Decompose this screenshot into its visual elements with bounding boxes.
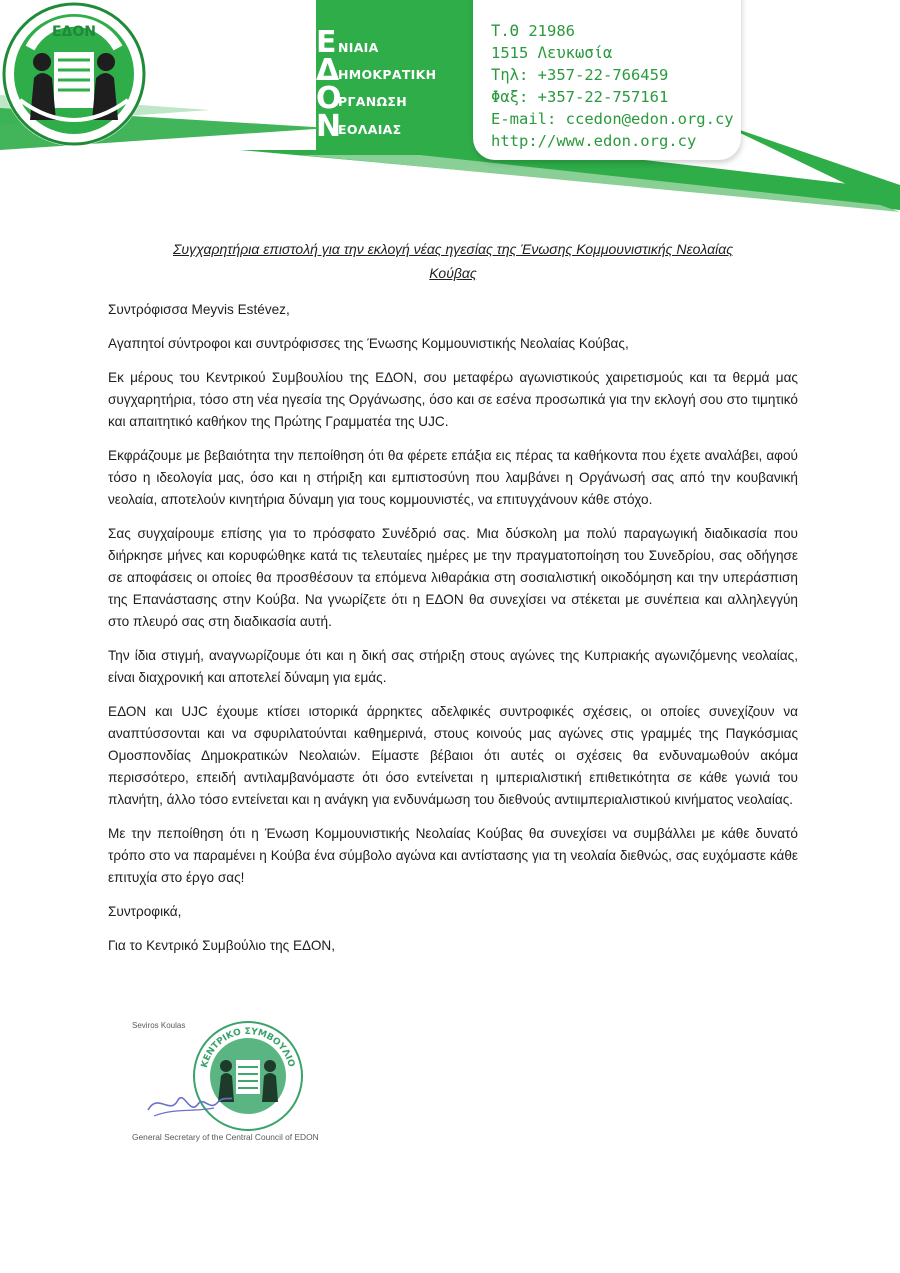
edon-logo — [0, 0, 148, 148]
handwritten-signature — [144, 1086, 234, 1126]
acronym-word: ΡΓΑΝΩΣΗ — [338, 94, 407, 109]
signatory-name: Seviros Koulas — [132, 1021, 186, 1030]
letter-body — [108, 237, 798, 969]
acronym-letter: Ν — [316, 109, 342, 144]
acronym-word: ΕΟΛΑΙΑΣ — [338, 122, 402, 137]
sign-off: Για το Κεντρικό Συμβούλιο της ΕΔΟΝ, — [108, 938, 336, 953]
salutation: Συντρόφισσα Meyvis Estévez, — [108, 302, 290, 317]
contact-email[interactable]: E-mail: ccedon@edon.org.cy — [491, 110, 734, 128]
contact-website[interactable]: http://www.edon.org.cy — [491, 132, 697, 150]
paragraph: ΕΔΟΝ και UJC έχουμε κτίσει ιστορικά άρρηκτες αδελφικές συντροφικές σχέσεις, οι οποίες συνεχίζουν να αναπτύσσονται και να σφυριλατούνται καθημερινά, στους κοινούς μας αγώνες στις γραμμές της Παγκόσμιας Ομοσπονδίας Δημοκρατικών Νεολαιών. Είμαστε βέβαιοι ότι αυτές οι σχέσεις θα ενδυναμωθούν ακόμα περισσότερο, επειδή αντιλαμβανόμαστε ότι όσο εντείνεται η ιμπεριαλιστική επιθετικότητα σε κάθε γωνιά του πλανήτη, άλλο τόσο εντείνεται και η ανάγκη για ενδυνάμωση του διεθνούς αντιιμπεριαλιστικού κινήματος νεολαίας. — [108, 704, 798, 807]
acronym-word: ΝΙΑΙΑ — [338, 40, 379, 55]
acronym-word: ΗΜΟΚΡΑΤΙΚΗ — [338, 67, 437, 82]
acronym-letter: Ο — [316, 81, 342, 116]
letter-title — [108, 237, 798, 285]
acronym-letter: Δ — [316, 53, 340, 88]
paragraph: Εκφράζουμε με βεβαιότητα την πεποίθηση ότι θα φέρετε επάξια εις πέρας τα καθήκοντα που έχετε αναλάβει, αφού τόσο η ιδεολογία μας, όσο και η στήριξη και εμπιστοσύνη που λαμβάνει η Οργάνωσή σας από την κουβανική νεολαία, αποτελούν κινητήρια δύναμη για τους κομμουνιστές, να επιτυγχάνουν κάθε στόχο. — [108, 448, 798, 507]
stamp-text: ΚΕΝΤΡΙΚΟ ΣΥΜΒΟΥΛΙΟ — [199, 1026, 297, 1069]
acronym-block — [316, 22, 466, 142]
contact-fax: Φαξ: +357-22-757161 — [491, 88, 669, 106]
letter-title-line1: Συγχαρητήρια επιστολή για την εκλογή νέας ηγεσίας της Ένωσης Κομμουνιστικής Νεολαίας — [173, 241, 733, 257]
paragraph: Εκ μέρους του Κεντρικού Συμβουλίου της ΕΔΟΝ, σου μεταφέρω αγωνιστικούς χαιρετισμούς και τα θερμά μας συγχαρητήρια, τόσο στη νέα ηγεσία της Οργάνωσης, όσο και σε εσένα προσωπικά για την εκλογή σου στο τιμητικό και απαιτητικό καθήκον της Πρώτης Γραμματέα της UJC. — [108, 370, 798, 429]
acronym-letter: Ε — [316, 25, 337, 60]
contact-city: 1515 Λευκωσία — [491, 44, 613, 62]
contact-phone: Τηλ: +357-22-766459 — [491, 66, 669, 84]
letterhead — [0, 0, 900, 215]
contact-card — [473, 0, 741, 160]
paragraph: Την ίδια στιγμή, αναγνωρίζουμε ότι και η δική σας στήριξη στους αγώνες της Κυπριακής αγωνιζόμενης νεολαίας, είναι διαχρονική και αποτελεί δύναμη για εμάς. — [108, 648, 798, 685]
logo-text: ΕΔΟΝ — [51, 24, 97, 40]
greeting: Αγαπητοί σύντροφοι και συντρόφισσες της Ένωσης Κομμουνιστικής Νεολαίας Κούβας, — [108, 336, 629, 351]
signatory-title: General Secretary of the Central Council of EDON — [132, 1132, 319, 1142]
paragraph: Σας συγχαίρουμε επίσης για το πρόσφατο Συνέδριό σας. Μια δύσκολη μα πολύ παραγωγική διαδικασία που διήρκησε μήνες και κορυφώθηκε κατά τις τελευταίες ημέρες με την πραγματοποίηση του Συνεδρίου, σας οδήγησε σε αποφάσεις οι οποίες θα προσθέσουν τα επόμενα λιθαράκια στη σοσιαλιστική οικοδόμηση και την υπεράσπιση της Επανάστασης στην Κούβα. Να γνωρίζετε ότι η ΕΔΟΝ θα συνεχίσει να στέκεται με συνέπεια και αλληλεγγύη στο πλευρό σας στη διαδικασία αυτή. — [108, 526, 798, 629]
letter-title-line2: Κούβας — [429, 265, 477, 281]
closing: Συντροφικά, — [108, 904, 182, 919]
signature-block — [130, 1008, 460, 1148]
contact-po-box: Τ.Θ 21986 — [491, 22, 575, 40]
paragraph: Με την πεποίθηση ότι η Ένωση Κομμουνιστικής Νεολαίας Κούβας θα συνεχίσει να συμβάλλει με κάθε δυνατό τρόπο στο να παραμένει η Κούβα ένα σύμβολο αγώνα και αντίστασης για τη νεολαία διεθνώς, σας ευχόμαστε κάθε επιτυχία στο έργο σας! — [108, 826, 798, 885]
